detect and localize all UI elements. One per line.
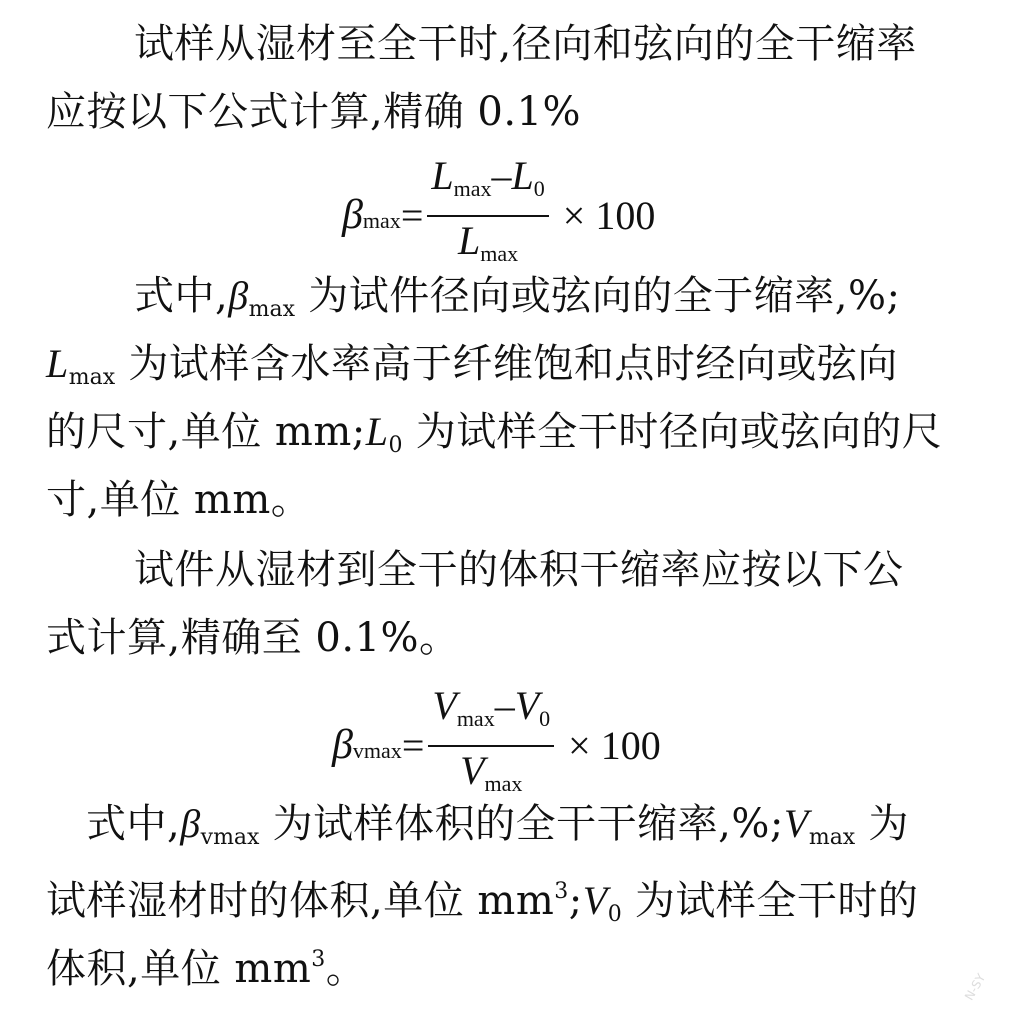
minus-sign: –	[491, 153, 512, 198]
beta-symbol: β	[342, 192, 363, 238]
num-v0: V	[514, 683, 540, 728]
minus-sign: –	[494, 683, 515, 728]
den-v-sub: max	[484, 771, 523, 796]
paragraph-2-line-1	[134, 268, 986, 338]
text: 。	[325, 946, 367, 992]
text: 式中,	[134, 273, 229, 319]
formula-radial-tangential-shrinkage	[342, 154, 655, 276]
formula-1-numerator	[427, 154, 548, 217]
beta-subscript: vmax	[352, 738, 402, 763]
formula-2-numerator	[428, 684, 554, 747]
formula-2-fraction	[428, 684, 554, 806]
paragraph-1-line-2: 应按以下公式计算,精确 0.1%	[46, 89, 582, 135]
superscript: 3	[554, 879, 569, 904]
text: 体积,单位 mm	[46, 946, 312, 992]
symbol-l-sub: max	[68, 365, 116, 390]
text: 式中,	[86, 801, 181, 847]
formula-1-lhs	[342, 191, 401, 239]
times-sign: ×	[562, 192, 586, 238]
beta-symbol: β	[228, 273, 249, 318]
den-l-sub: max	[480, 241, 519, 266]
den-v: V	[460, 748, 485, 793]
formula-1-fraction	[427, 154, 548, 276]
times-sign: ×	[568, 722, 591, 768]
text: 为	[855, 801, 909, 847]
symbol-l: L	[365, 409, 389, 454]
paragraph-2-line-3	[46, 404, 986, 474]
num-l0-sub: 0	[533, 176, 545, 201]
beta-symbol: β	[332, 722, 353, 768]
num-l: L	[431, 153, 454, 198]
equals-sign: =	[400, 192, 424, 238]
paragraph-3-line-1: 试件从湿材到全干的体积干缩率应按以下公	[134, 547, 904, 593]
symbol-v: V	[783, 801, 809, 846]
num-l0: L	[511, 153, 534, 198]
text: 为试样全干时径向或弦向的尺	[402, 409, 943, 455]
equals-sign: =	[401, 722, 425, 768]
text: 为试样体积的全干干缩率,%;	[259, 801, 784, 847]
formula-volumetric-shrinkage	[332, 684, 661, 806]
symbol-v: V	[582, 878, 608, 923]
text: 为试样全干时的	[621, 878, 919, 924]
symbol-v-sub: max	[808, 825, 856, 850]
beta-subscript: max	[248, 297, 296, 322]
text: 的尺寸,单位 mm;	[46, 409, 366, 455]
text: ;	[568, 878, 583, 924]
text: 为试件径向或弦向的全于缩率,%;	[295, 273, 901, 319]
factor-100: 100	[595, 192, 656, 238]
num-l-sub: max	[453, 176, 492, 201]
superscript: 3	[311, 947, 326, 972]
symbol-l-sub: 0	[388, 433, 403, 458]
paragraph-2-line-2	[46, 336, 986, 406]
num-v0-sub: 0	[539, 706, 551, 731]
text: 试样湿材时的体积,单位 mm	[46, 878, 555, 924]
beta-subscript: max	[362, 208, 401, 233]
symbol-l: L	[46, 341, 69, 386]
num-v-sub: max	[456, 706, 495, 731]
formula-2-lhs	[332, 721, 402, 769]
beta-symbol: β	[180, 801, 201, 846]
den-l: L	[458, 218, 481, 263]
paragraph-4-line-3	[46, 932, 986, 997]
paragraph-4-line-1	[86, 796, 986, 866]
factor-100: 100	[600, 722, 661, 768]
beta-subscript: vmax	[200, 825, 260, 850]
watermark: N-SY	[961, 971, 988, 1003]
symbol-v-sub: 0	[607, 902, 622, 927]
paragraph-2-line-4: 寸,单位 mm。	[46, 477, 312, 523]
text: 为试样含水率高于纤维饱和点时经向或弦向	[115, 341, 898, 387]
num-v: V	[432, 683, 457, 728]
paragraph-1-line-1: 试样从湿材至全干时,径向和弦向的全干缩率	[134, 21, 917, 67]
paragraph-3-line-2: 式计算,精确至 0.1%。	[46, 615, 460, 661]
